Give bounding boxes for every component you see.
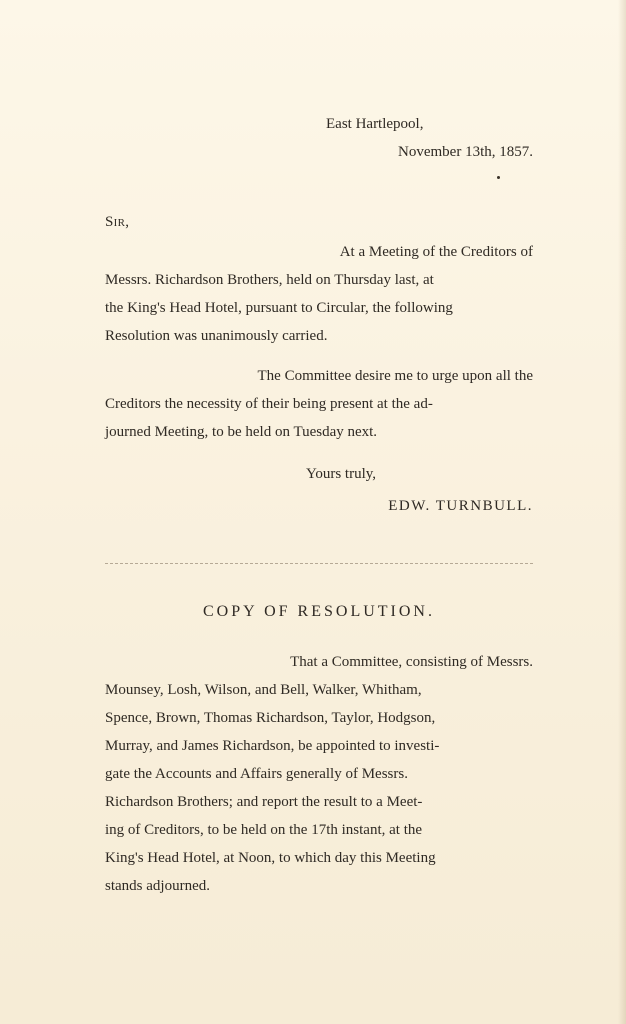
resolution-heading: COPY OF RESOLUTION. bbox=[203, 603, 435, 620]
para1-line4: Resolution was unanimously carried. bbox=[105, 328, 328, 344]
resolution-line: Spence, Brown, Thomas Richardson, Taylor, Hodgson, bbox=[105, 710, 436, 726]
signature: EDW. TURNBULL. bbox=[388, 498, 533, 514]
resolution-line: gate the Accounts and Affairs generally of Messrs. bbox=[105, 766, 408, 782]
page-edge-shadow bbox=[618, 0, 626, 1024]
place-line: East Hartlepool, bbox=[326, 116, 424, 132]
resolution-line: Mounsey, Losh, Wilson, and Bell, Walker, Whitham, bbox=[105, 682, 422, 698]
divider bbox=[105, 563, 533, 564]
para1-line2: Messrs. Richardson Brothers, held on Thursday last, at bbox=[105, 272, 434, 288]
date-line: November 13th, 1857. bbox=[398, 144, 533, 160]
salutation: Sir, bbox=[105, 214, 130, 230]
resolution-line: Murray, and James Richardson, be appointed to investi- bbox=[105, 738, 440, 754]
resolution-body bbox=[105, 648, 533, 900]
resolution-line: ing of Creditors, to be held on the 17th instant, at the bbox=[105, 822, 423, 838]
ink-dot bbox=[497, 176, 500, 179]
resolution-line: Richardson Brothers; and report the result to a Meet- bbox=[105, 794, 423, 810]
closing: Yours truly, bbox=[306, 466, 377, 482]
para1-line3: the King's Head Hotel, pursuant to Circular, the following bbox=[105, 300, 453, 316]
para2-line1: The Committee desire me to urge upon all the bbox=[257, 368, 533, 384]
para2-line2: Creditors the necessity of their being present at the ad- bbox=[105, 396, 433, 412]
resolution-line: That a Committee, consisting of Messrs. bbox=[290, 654, 533, 670]
para1-line1: At a Meeting of the Creditors of bbox=[339, 244, 533, 260]
para2-line3: journed Meeting, to be held on Tuesday next. bbox=[105, 424, 378, 440]
resolution-line: King's Head Hotel, at Noon, to which day this Meeting bbox=[105, 850, 436, 866]
resolution-line: stands adjourned. bbox=[105, 878, 210, 894]
letter-paragraph-1 bbox=[105, 238, 533, 350]
letter-paragraph-2 bbox=[105, 362, 533, 446]
